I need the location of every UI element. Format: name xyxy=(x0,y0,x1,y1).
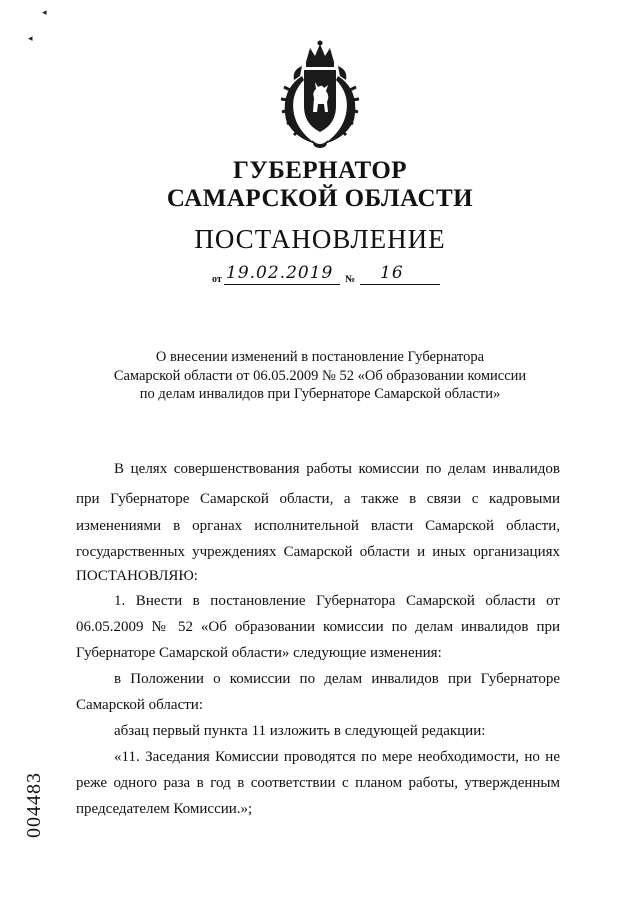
date-underline xyxy=(224,284,340,285)
date-label: от xyxy=(212,274,222,285)
subject-line: по делам инвалидов при Губернаторе Самарской области» xyxy=(139,386,501,402)
subject-line: О внесении изменений в постановление Губернатора xyxy=(155,349,485,365)
body-line: государственных учреждениях Самарской области и иных организациях xyxy=(76,544,560,560)
body-line: Губернаторе Самарской области» следующие изменения: xyxy=(76,645,442,661)
body-line: 06.05.2009 № 52 «Об образовании комиссии по делам инвалидов при xyxy=(76,619,560,635)
body-line: изменениями в органах исполнительной власти Самарской области, xyxy=(76,518,560,534)
corner-mark: ◂ xyxy=(42,7,47,17)
number-label: № xyxy=(345,274,356,285)
body-line: В целях совершенствования работы комиссии по делам инвалидов xyxy=(114,461,560,477)
body-line: реже одного раза в год в соответствии с планом работы, утвержденным xyxy=(76,775,560,791)
handwritten-number: 16 xyxy=(380,263,404,283)
body-line: «11. Заседания Комиссии проводятся по мере необходимости, но не xyxy=(114,749,560,765)
issuer-title-line1: ГУБЕРНАТОР xyxy=(232,157,408,184)
body-line: Самарской области: xyxy=(76,697,203,713)
handwritten-date: 19.02.2019 xyxy=(226,263,334,283)
number-underline xyxy=(360,284,440,285)
body-line: в Положении о комиссии по делам инвалидов при Губернаторе xyxy=(114,671,560,687)
corner-mark: ◂ xyxy=(28,33,33,43)
body-line: председателем Комиссии.»; xyxy=(76,801,253,817)
body-line: при Губернаторе Самарской области, а также в связи с кадровыми xyxy=(76,491,560,507)
document-type: ПОСТАНОВЛЕНИЕ xyxy=(194,224,446,254)
issuer-title-line2: САМАРСКОЙ ОБЛАСТИ xyxy=(166,185,474,212)
subject-line: Самарской области от 06.05.2009 № 52 «Об образовании комиссии xyxy=(113,367,527,384)
body-line: ПОСТАНОВЛЯЮ: xyxy=(76,568,198,584)
body-line: 1. Внести в постановление Губернатора Самарской области от xyxy=(114,593,560,609)
body-line: абзац первый пункта 11 изложить в следующей редакции: xyxy=(114,723,486,739)
registration-number: 004483 xyxy=(23,772,45,838)
coat-of-arms-emblem xyxy=(272,40,368,150)
document-subject xyxy=(90,348,550,404)
date-number-line xyxy=(210,263,440,288)
